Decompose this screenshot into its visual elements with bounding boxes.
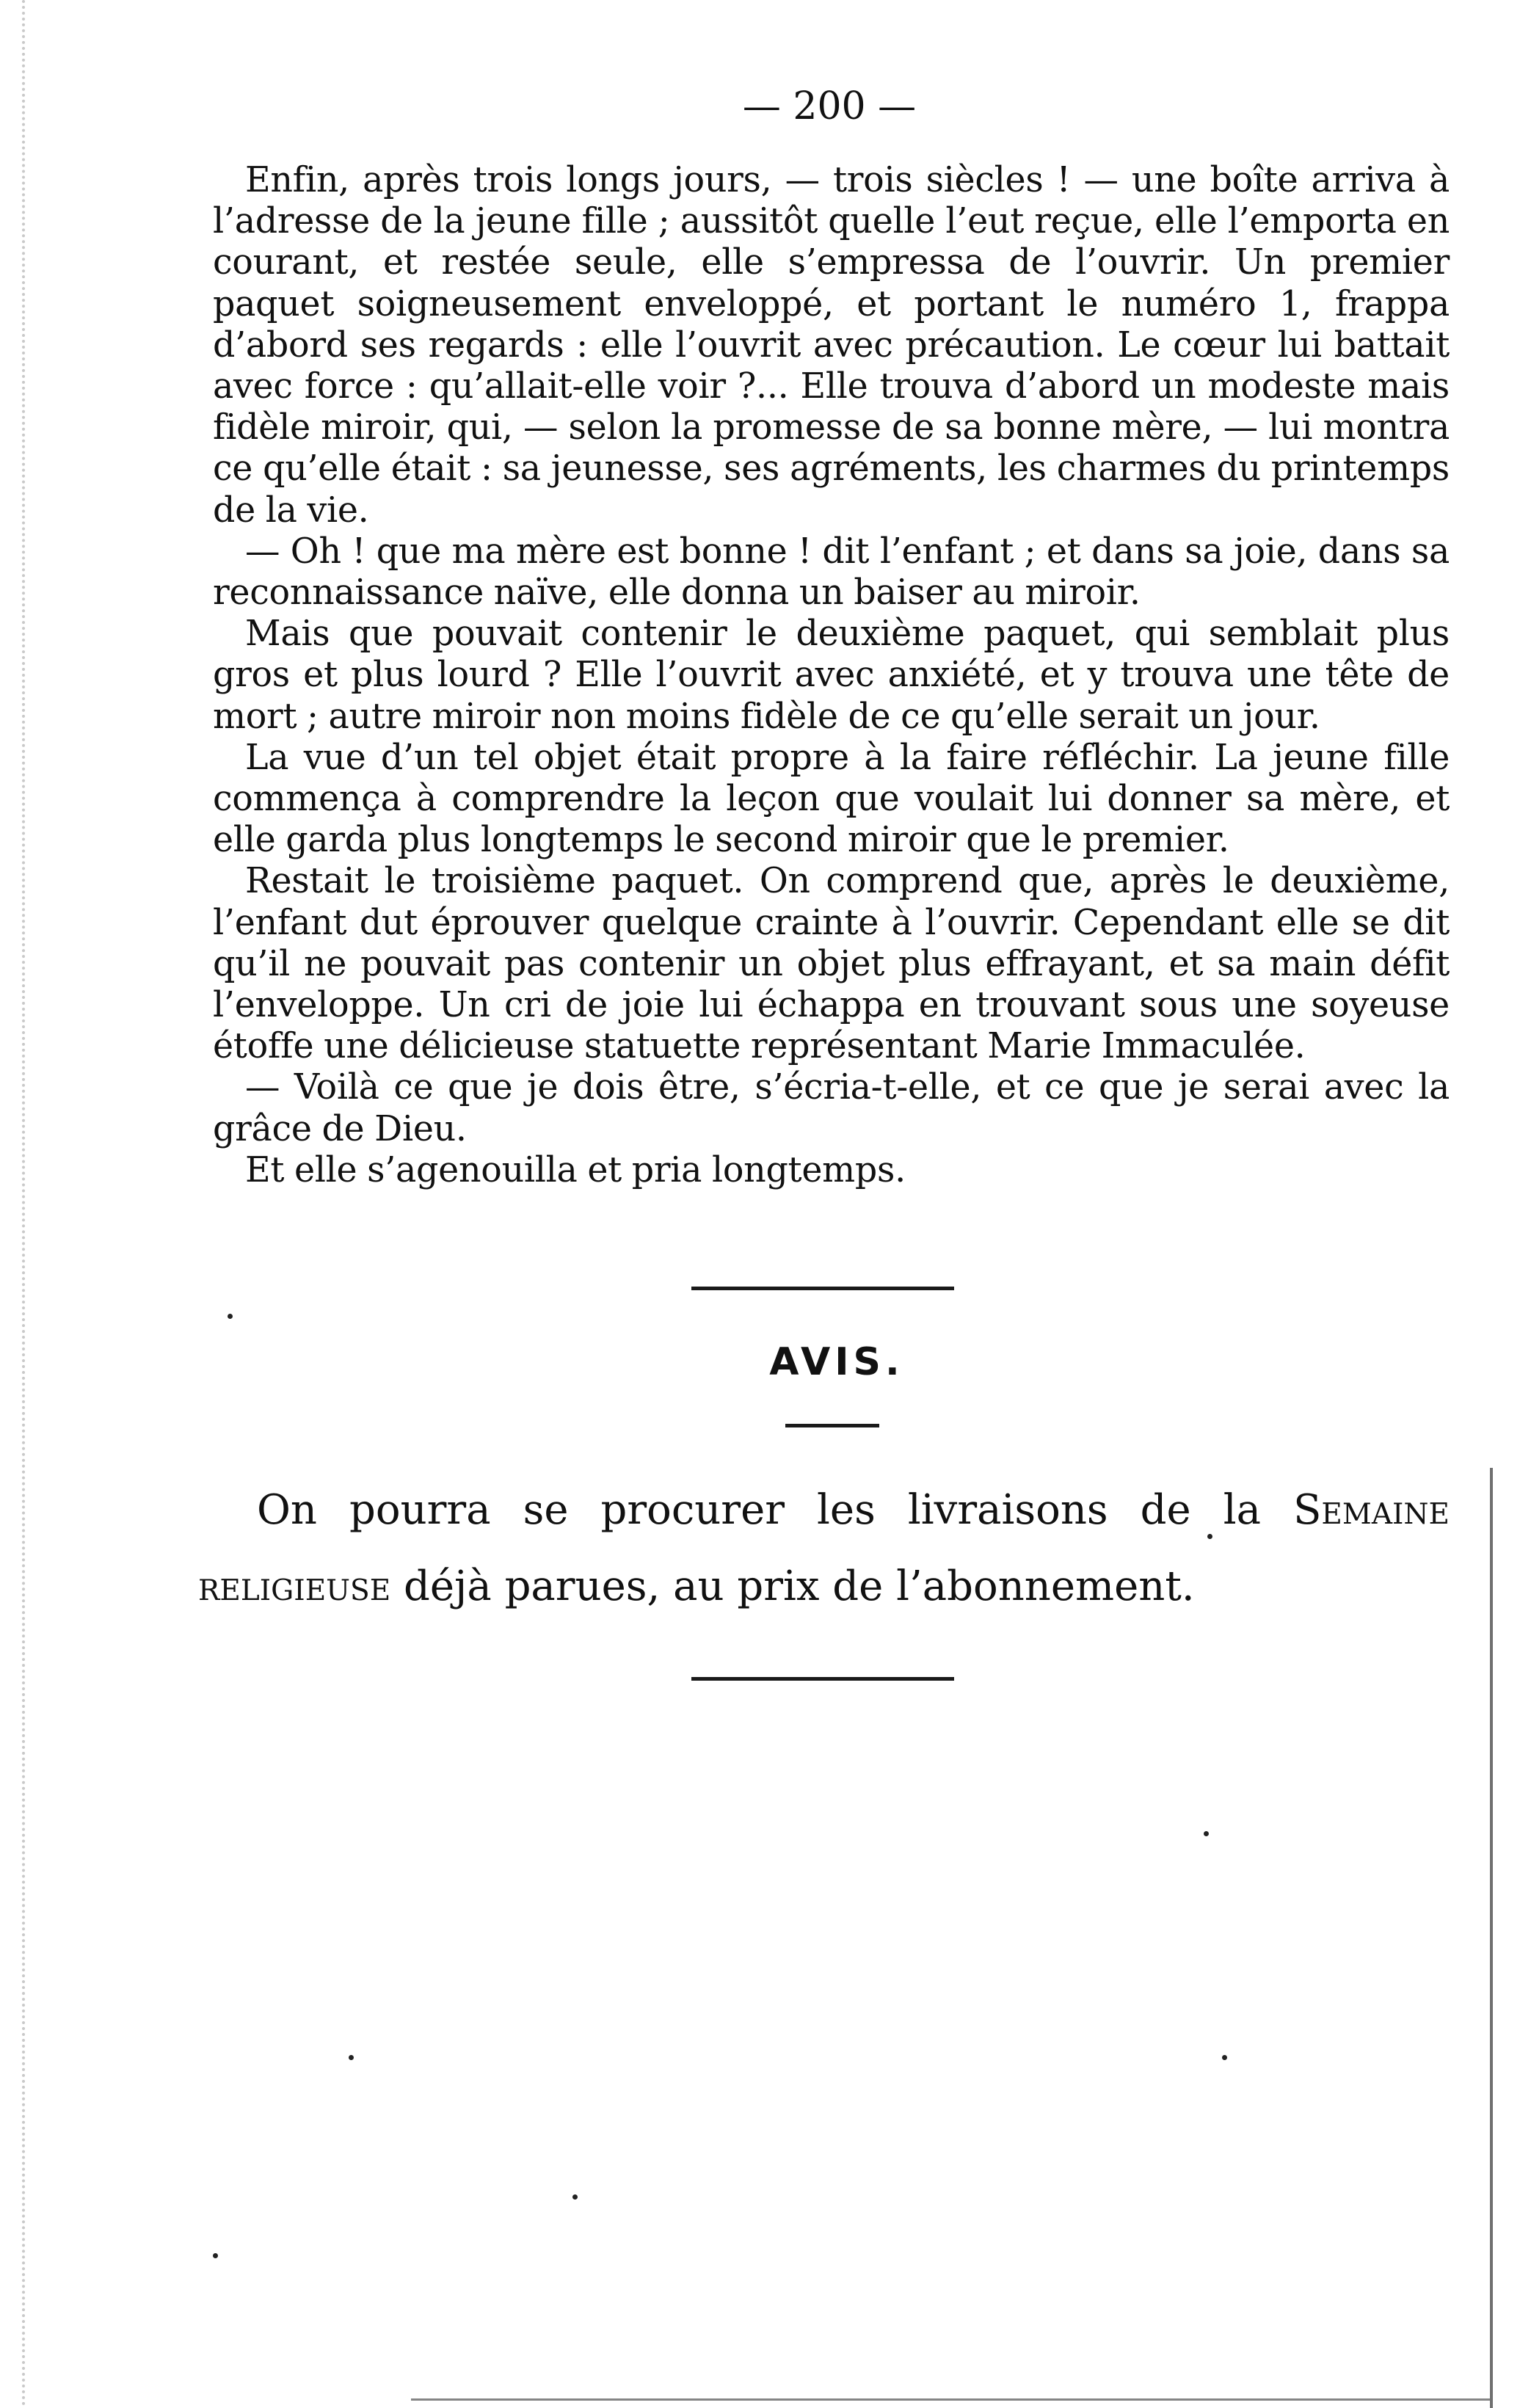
page-edge-bottom xyxy=(411,2398,1490,2401)
page-edge-right xyxy=(1490,1468,1493,2408)
paragraph-4: La vue d’un tel objet était propre à la faire réfléchir. La jeune fille commença à comprendre la leçon que voulait lui donner sa mère, et elle garda plus longtemps le second miroir que le premier. xyxy=(213,737,1450,861)
paragraph-1: Enfin, après trois longs jours, — trois siècles ! — une boîte arriva à l’adresse de la jeune fille ; aussitôt quelle l’eut reçue, elle l’emporta en courant, et restée seule, elle s’empressa de l’ouvrir. Un premier paquet soigneusement enveloppé, et portant le numéro 1, frappa d’abord ses regards : elle l’ouvrit avec précaution. Le cœur lui battait avec force : qu’allait-elle voir ?... Elle trouva d’abord un modeste mais fidèle miroir, qui, — selon la promesse de sa bonne mère, — lui montra ce qu’elle était : sa jeunesse, ses agréments, les charmes du printemps de la vie. xyxy=(213,160,1450,531)
ink-speck xyxy=(1222,2055,1227,2060)
paragraph-3: Mais que pouvait contenir le deuxième paquet, qui semblait plus gros et plus lourd ? Elle l’ouvrit avec anxiété, et y trouva une tête de mort ; autre miroir non moins fidèle de ce qu’elle serait un jour. xyxy=(213,614,1450,737)
notice-text xyxy=(198,1472,1450,1625)
separator-rule-short xyxy=(785,1424,879,1427)
ink-speck xyxy=(228,1314,233,1319)
paragraph-2: — Oh ! que ma mère est bonne ! dit l’enfant ; et dans sa joie, dans sa reconnaissance naïve, elle donna un baiser au miroir. xyxy=(213,531,1450,614)
ink-speck xyxy=(1207,1534,1212,1539)
notice-text-before: On pourra se procurer les livraisons de la xyxy=(257,1486,1294,1534)
notice-text-after: déjà parues, au prix de l’abonnement. xyxy=(390,1563,1195,1610)
paragraph-7: Et elle s’agenouilla et pria longtemps. xyxy=(245,1149,906,1190)
separator-rule-top xyxy=(691,1287,954,1290)
page-edge-left xyxy=(0,0,25,2408)
paragraph-6: — Voilà ce que je dois être, s’écria-t-elle, et ce que je serai avec la grâce de Dieu. xyxy=(213,1067,1450,1149)
ink-speck xyxy=(572,2194,578,2200)
story-text xyxy=(213,160,1450,1191)
ink-speck xyxy=(349,2055,354,2060)
publication-name: Semaine religieuse xyxy=(198,1486,1450,1610)
paragraph-5: Restait le troisième paquet. On comprend que, après le deuxième, l’enfant dut éprouver quelque crainte à l’ouvrir. Cependant elle se dit qu’il ne pouvait pas contenir un objet plus effrayant, et sa main défit l’enveloppe. Un cri de joie lui échappa en trouvant sous une soyeuse étoffe une délicieuse statuette représentant Marie Immaculée. xyxy=(213,861,1450,1067)
page-number: — 200 — xyxy=(742,84,917,128)
ink-speck xyxy=(213,2253,218,2258)
separator-rule-bottom xyxy=(691,1677,954,1681)
ink-speck xyxy=(1204,1831,1209,1836)
notice-title: AVIS. xyxy=(769,1340,904,1384)
